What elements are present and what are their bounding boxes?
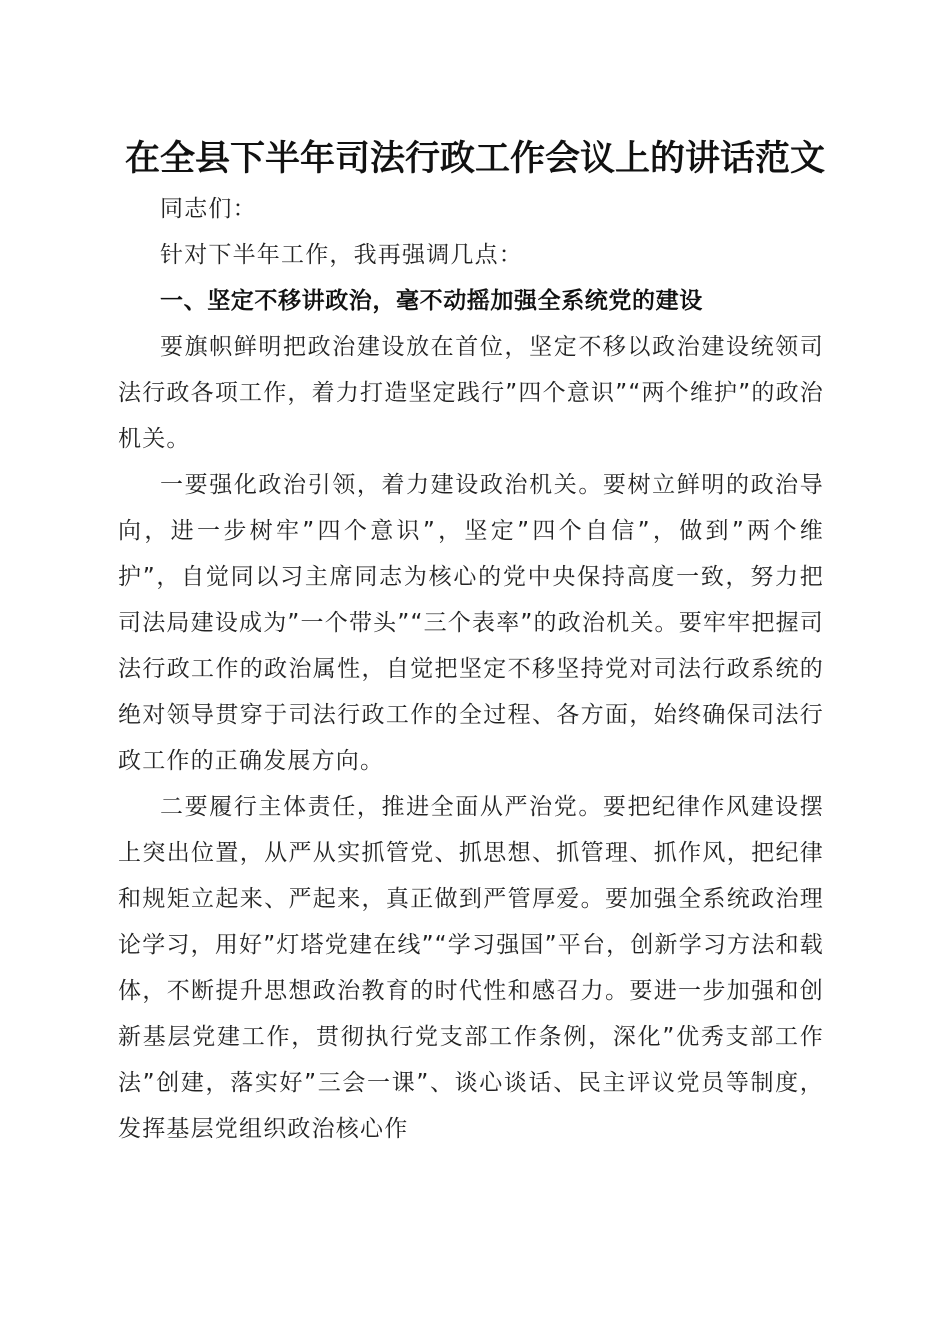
intro-line: 针对下半年工作，我再强调几点： [160,242,523,268]
document-body [118,186,824,1152]
section-heading: 一、坚定不移讲政治，毫不动摇加强全系统党的建设 [160,288,703,314]
paragraph: 二要履行主体责任，推进全面从严治党。要把纪律作风建设摆上突出位置，从严从实抓管党、抓思想、抓管理、抓作风，把纪律和规矩立起来、严起来，真正做到严管厚爱。要加强全系统政治理论学习，用好”灯塔党建在线”“学习强国”平台，创新学习方法和载体，不断提升思想政治教育的时代性和感召力。要进一步加强和创新基层党建工作，贯彻执行党支部工作条例，深化”优秀支部工作法”创建，落实好”三会一课”、谈心谈话、民主评议党员等制度，发挥基层党组织政治核心作 [118,794,824,1142]
paragraph: 要旗帜鲜明把政治建设放在首位，坚定不移以政治建设统领司法行政各项工作，着力打造坚定践行”四个意识”“两个维护”的政治机关。 [118,334,824,452]
salutation: 同志们： [160,196,257,222]
paragraph: 一要强化政治引领，着力建设政治机关。要树立鲜明的政治导向，进一步树牢”四个意识”，坚定”四个自信”，做到”两个维护”，自觉同以习主席同志为核心的党中央保持高度一致，努力把司法局建设成为”一个带头”“三个表率”的政治机关。要牢牢把握司法行政工作的政治属性，自觉把坚定不移坚持党对司法行政系统的绝对领导贯穿于司法行政工作的全过程、各方面，始终确保司法行政工作的正确发展方向。 [118,472,824,774]
document-title: 在全县下半年司法行政工作会议上的讲话范文 [124,138,825,179]
